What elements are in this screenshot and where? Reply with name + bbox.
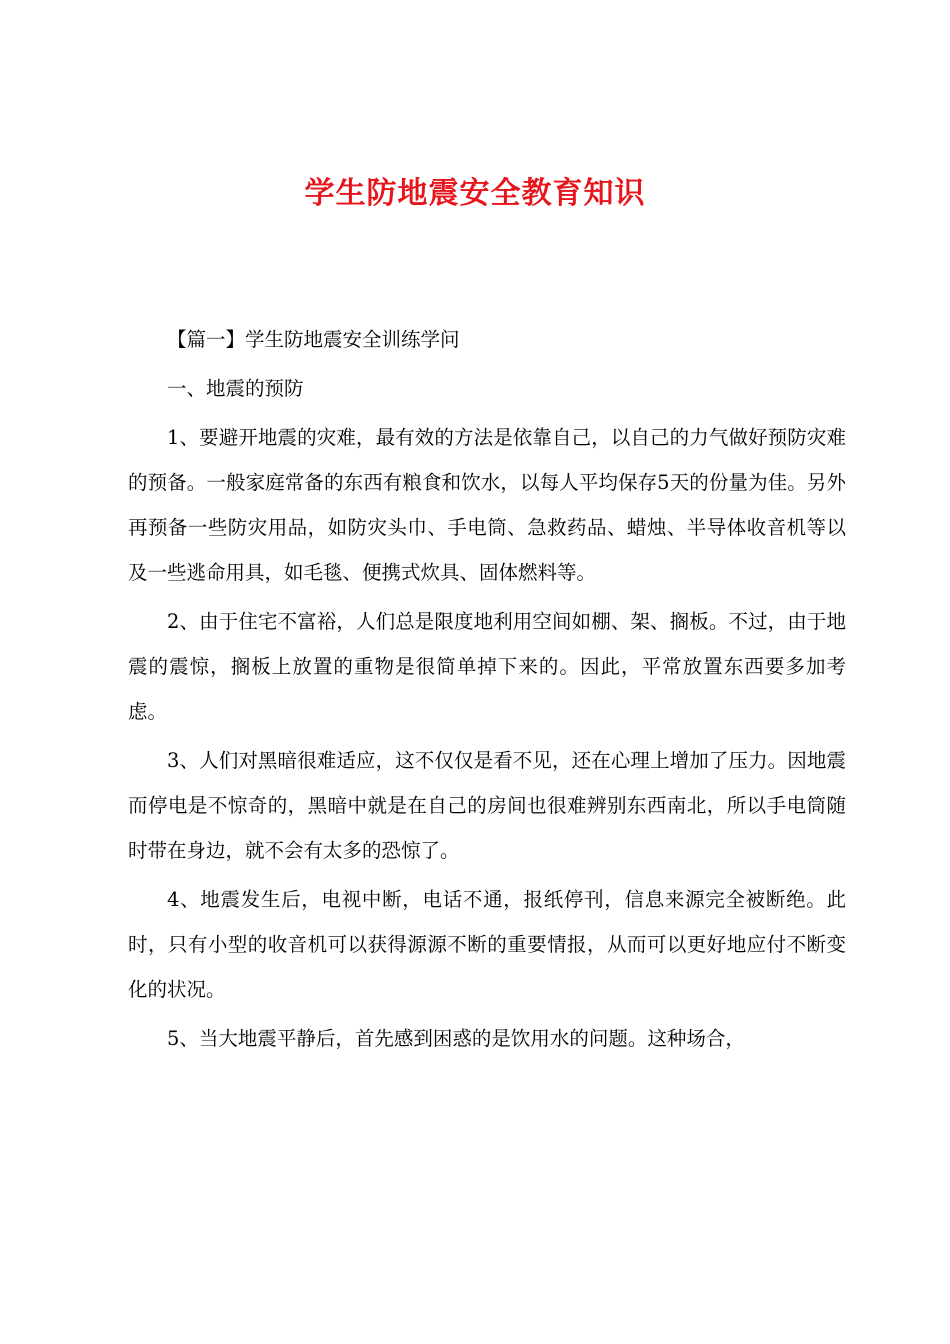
- paragraph: 5、当大地震平静后，首先感到困惑的是饮用水的问题。这种场合，: [167, 1027, 745, 1050]
- paragraph: 4、地震发生后，电视中断，电话不通，报纸停刊，信息来源完全被断绝。此时，只有小型的收音机可以获得源源不断的重要情报，从而可以更好地应付不断变化的状况。: [128, 888, 846, 1001]
- paragraph: 1、要避开地震的灾难，最有效的方法是依靠自己，以自己的力气做好预防灾难的预备。一般家庭常备的东西有粮食和饮水，以每人平均保存5天的份量为佳。另外再预备一些防灾用品，如防灾头巾、手电筒、急救药品、蜡烛、半导体收音机等以及一些逃命用具，如毛毯、便携式炊具、固体燃料等。: [128, 426, 846, 584]
- document-body: [128, 317, 846, 1065]
- paragraph: 3、人们对黑暗很难适应，这不仅仅是看不见，还在心理上增加了压力。因地震而停电是不惊奇的，黑暗中就是在自己的房间也很难辨别东西南北，所以手电筒随时带在身边，就不会有太多的恐惊了。: [128, 749, 846, 862]
- subsection-heading: 一、地震的预防: [167, 377, 304, 400]
- paragraph: 2、由于住宅不富裕，人们总是限度地利用空间如棚、架、搁板。不过，由于地震的震惊，搁板上放置的重物是很简单掉下来的。因此，平常放置东西要多加考虑。: [128, 610, 846, 723]
- document-title: 学生防地震安全教育知识: [304, 176, 646, 211]
- section-heading: 【篇一】学生防地震安全训练学问: [167, 328, 460, 351]
